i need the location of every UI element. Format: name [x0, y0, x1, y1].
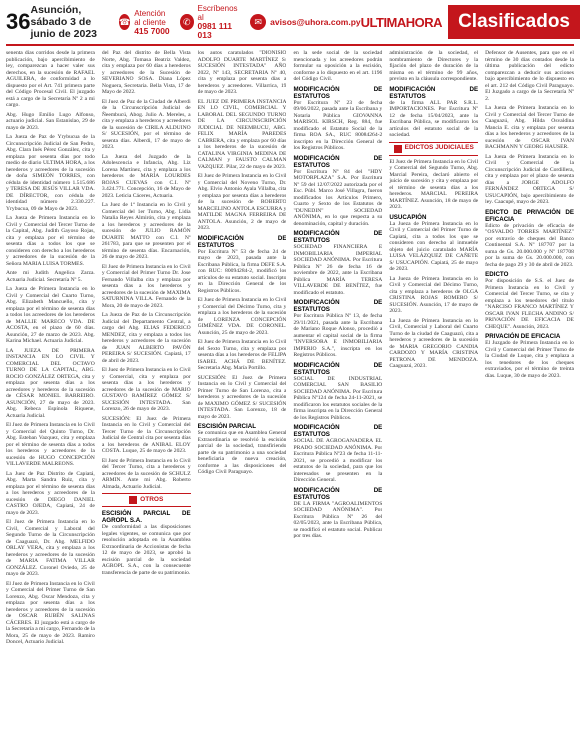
notice-body: Por Escritura Nº 84 del "HDY MOTORPLAZA" S.A. Por Escritura Nº 59 del 12/07/2022 autorizada por el Esc. Públ. Marco José Villagra, fueron modificados los Artículos Primero, Cuarto y Sexto de los Estatutos de "DUNEDIN" SOCIEDAD ANÓNIMA, en lo que respecta a su denominación, capital y duración.: [293, 168, 383, 227]
notice-item: [6, 134, 95, 212]
notice-item: [6, 581, 95, 646]
notice-body: Defensor de Ausentes, para que en el término de 30 días contados desde la última publicación del edicto comparezcan a deducir sus acciones bajo apercibimiento de lo dispuesto en el art. 212 del Código Civil Paraguayo. El Juzgado a cargo de la Secretaría Nº 2.: [485, 50, 574, 102]
notice-item: [6, 215, 95, 267]
notice-item: [293, 155, 382, 228]
notice-item: [293, 362, 382, 422]
notice-title: MODIFICACIÓN DE ESTATUTOS: [293, 154, 383, 169]
notice-item: [102, 154, 191, 200]
notice-item: [293, 86, 382, 152]
notice-title: MODIFICACIÓN DE ESTATUTOS: [293, 230, 383, 244]
tag-label: EDICTOS JUDICIALES: [404, 144, 474, 152]
notice-body: senenta días corridos desde la primera publicación, bajo apercibimiento de ley, comparezcan a hacer valer sus derechos, en la sucesión de RAFAEL AGUILERA, de conformidad a lo dispuesto por el Art. 741 primera parte del Código Procesal Civil. El juzgado está a cargo de la Secretaría Nº 2 a mi cargo.: [6, 50, 95, 108]
notice-item: [293, 50, 382, 83]
notice-item: [485, 209, 574, 269]
notice-body: El Juez de Paz de la Ciudad de Alberdi de la Circunscripción Judicial de Ñeembucú, Abog. Julio A. Mereles, a cita y emplaza a herederos y acreedores de la sucesión de CIRILA ALDUINO S/ SUCESIÓN, por el término de sesenta días. Alberdi, 17 de mayo de 2023.: [101, 98, 191, 150]
notice-body: La Jueza de Primera Instancia en lo Civil y Comercial del Décimo Turno, cita y emplaza a herederos de OLGA CRISTINA ROJAS ROMERO S/ SUCESIÓN. Asunción, 17 de mayo de 2023.: [389, 275, 479, 314]
notice-item: [102, 50, 191, 96]
notice-item: [102, 367, 191, 413]
notice-title: MODIFICACIÓN DE ESTATUTOS: [293, 486, 383, 501]
notice-item: [6, 471, 95, 517]
notice-item: [485, 154, 574, 206]
section-title: Clasificados: [448, 5, 580, 39]
notice-title: MODIFICACIÓN DE ESTATUTOS: [293, 361, 383, 376]
notice-body: DE LA FIRMA "AGROALIMENTOS SOCIEDAD ANÓNIMA". Por Escritura Pública Nº 26 del 02/05/2023, ante la Escribana Pública, se modificó el estatuto social. Publicar por tres días.: [293, 500, 383, 539]
notice-title: MODIFICACIÓN DE ESTATUTOS: [293, 85, 383, 100]
notice-column: [6, 50, 95, 752]
notice-item: [102, 416, 191, 455]
notice-body: De conformidad a las disposiciones legales vigentes, se comunica que por resolución adoptada en la Asamblea Extraordinaria de Accionistas de fecha 12 de mayo de 2023, se aprobó la escisión parcial de la sociedad AGROPL S.A., con la consecuente transferencia de parte de su patrimonio.: [101, 524, 191, 576]
notice-body: Por disposición de S.S. el Juez de Primera Instancia en lo Civil y Comercial del Tercer Turno, se cita y emplaza a los tenedores del título "NARCISO FRANCO MARTÍNEZ Y OSCAR IVAN FLECHA ANDINO S/ PRIVACIÓN DE EFICACIA DE CHEQUE". Asunción, 2023.: [485, 278, 574, 330]
notice-item: [6, 270, 95, 283]
contact-label: Atención al cliente: [134, 8, 166, 27]
contact-mail: [250, 4, 360, 40]
notice-body: La Juez de Paz Distrito de Capiatá, Abg. Marta Sandra Ruiz, cita y emplaza por el término de sesenta días a los herederos y acreedores de la sucesión de DIEGO DANIEL CASTRO OJEDA, Capiatá, 24 de mayo de 2023.: [6, 470, 95, 516]
contact-value: 415 7000: [134, 25, 170, 36]
notice-item: [102, 99, 191, 151]
notice-title: PRIVACIÓN DE EFICACIA: [485, 333, 561, 340]
notice-item: [293, 299, 382, 359]
newspaper-logo: ULTIMAHORA: [360, 14, 443, 30]
notice-item: [102, 202, 191, 261]
notice-body: SOCIAL DE INDUSTRIAL COMERCIAL SAN BASILIO SOCIEDAD ANÓNIMA. Por Escritura Pública Nº124 de fecha 24-11-2021, se modificaron los estatutos sociales de la firma inscripta en la Dirección General de los Registros Públicos.: [293, 375, 383, 421]
notice-body: La Jueza de Primera Instancia en lo Civil y Comercial del Tercer Turno de la Capital, Abg. Judith Gayoso Rojas, cita y emplaza por el término de sesenta días a todos los que se consideren con derecho a los herederos y acreedores de la sucesión de la Señora MARIA LUISA TORMES.: [6, 215, 95, 267]
notice-item: [198, 235, 287, 295]
contact-value: 0981 111 013: [197, 21, 233, 40]
contact-phone: [119, 4, 170, 40]
notice-column: [293, 50, 382, 752]
notice-item: [6, 50, 95, 109]
notice-body: El Juez de Primera Instancia en lo Civil y Comercial del Primer Turno de San Lorenzo, Abg. Oscar Mendoza, cita y emplaza por sesenta días a los herederos y acreedores de la sucesión de OSCAR RUBÉN SALINAS CÁCERES. El juzgado está a cargo de la Secretaría a mi cargo, Fernando de la Mora, 25 de mayo de 2023. Ramiro Doncel, Actuario Judicial.: [6, 580, 95, 645]
notice-body: El Juez de Primera Instancia en lo Civil y Comercial, cita y emplaza por sesenta días a los herederos y acreedores de la sucesión de MARIO GUSTAVO RAMÍREZ GÓMEZ S/ SUCESIÓN INTESTADA. San Lorenzo, 26 de mayo de 2023.: [101, 367, 191, 412]
contact-label: Escríbenos al: [197, 4, 238, 22]
notice-item: [198, 339, 287, 372]
notice-body: El Juez de Primera Instancia en lo Civil del Sexto Turno, cita y emplaza por sesenta días a los herederos de FELIPA ISABEL ACHÁ DE BENÍTEZ. Secretaria Abg. María Portillo.: [197, 339, 287, 371]
notice-item: [102, 510, 191, 576]
notice-body: en la sede social de la sociedad mencionada y los acreedores podrán formular su oposición a la escisión, conforme a lo dispuesto en el art. 1196 del Código Civil.: [293, 50, 383, 82]
notice-title: EDICTO DE PRIVACIÓN DE EFICACIA: [485, 208, 574, 223]
notice-item: [485, 333, 574, 379]
notice-title: MODIFICACIÓN DE ESTATUTOS: [389, 85, 479, 100]
notice-title: MODIFICACIÓN DE ESTATUTOS: [293, 424, 383, 438]
notice-body: La Jueza de Primera Instancia en lo Civil, Comercial y Laboral del Cuarto Turno de la ciudad de Caaguazú, cita a herederos y acreedores de la sucesión de MARIA GREGORIO CANDIA CARDOZO Y MARÍA CRISTINA PETRONA DE MENDOZA. Caaguazú, 2023.: [389, 317, 479, 369]
notice-item: [198, 173, 287, 232]
tag-square-icon: [129, 496, 137, 504]
notice-body: El Juez de Primera Instancia en lo Civil y Comercial del Quinto Turno, Dr. Abg. Esteban Vazquez, cita y emplaza por el término de sesenta días a todos los herederos y acreedores de la sucesión de HUGO CONCEPCIÓN VILLAVERDE MALREONS.: [6, 422, 95, 467]
notice-body: Por Escritura Nº 53 de fecha 24 de mayo de 2023, pasada ante la Escribana Pública, la firma DEFE S.A. con RUC: 80094284-2, modificó los artículos de su estatuto social. Inscripto en la Dirección General de los Registros Públicos.: [197, 248, 287, 294]
notice-item: [6, 112, 95, 132]
notice-item: [293, 487, 382, 540]
notice-body: LA JUEZA DE PRIMERA INSTANCIA EN LO CIVIL Y COMERCIAL DEL OCTAVO TURNO DE LA CAPITAL, ABG. ROCIO GONZÁLEZ ORTEGA, cita y emplaza por sesenta días a los acreedores y herederos de la sucesión de CÉSAR MONIEL BARREIRO. ASUNCIÓN, 27 de mayo de 2023. Abg. Rebeca Espínola Riquene, Actuaria Judicial.: [6, 347, 95, 419]
notice-column: [485, 50, 574, 752]
header-rule: [6, 44, 574, 46]
section-tag: [389, 142, 478, 156]
notice-item: [6, 422, 95, 468]
notice-body: SOCIAL DE AGROGANADERA EL PRADO SOCIEDAD ANÓNIMA. Por Escritura Pública Nº23 de fecha 11-11-2021, se procedió a modificar los estatutos de la sociedad, para que los interesados se presenten en la Dirección General.: [293, 438, 383, 483]
notice-body: administración de la sociedad, el nombramiento de Directores y la fijación del plazo de duración de la misma en el término de 99 años, previsto en la cláusula correspondiente.: [389, 50, 479, 82]
notice-item: [389, 276, 478, 315]
notice-body: El Juez de Primera Instancia en lo Civil y Comercial del Segundo Turno, Abg. Marcial Pereira, declaró abierto el juicio de sucesión y cita y emplaza por el término de sesenta días a los herederos. MARCIAL PEREIRA MARTÍNEZ. Asunción, 18 de mayo de 2023.: [389, 158, 479, 210]
notice-item: [198, 297, 287, 336]
notice-body: El Juez de Primera Instancia en lo Civil del Tercer Turno, cita a herederos y acreedores de la sucesión de SCHULZ ARMIN. Ante mi Abg. Roberto Almada, Actuario Judicial.: [101, 457, 191, 490]
notice-item: [485, 105, 574, 151]
notice-body: El Juez de Primera Instancia en lo Civil y Comercial del Noveno Turno, Dr. Abg. Elvio Antonio Ayala Villalba, cita y emplaza por sesenta días a herederos de la sucesión de ROBERTO MARCELINO ANTOLA ESCURRA y MATILDE MAGNA FERREIRA DE ANTOLA. Asunción, 2 de mayo de 2023.: [197, 173, 287, 231]
notice-body: La Juez de 1ª Instancia en lo Civil y Comercial del 1er Turno, Abg. Lidia Natalia Reyes Almirón, cita y emplaza a los herederos y acreedores de la sucesión de JULIO RAMÓN DUARTE MATTO con C.I. Nº 261783, para que se presenten por el término de sesenta días. Encarnación, 26 de mayo de 2023.: [101, 202, 191, 260]
notice-title: EDICTO: [485, 271, 509, 278]
notice-body: El Juez de Primera Instancia en lo Civil y Comercial del Décimo Turno, cita y emplaza a los herederos de la sucesión de LORENZA CONCEPCIÓN GIMÉNEZ VDA. DE CORONEL. Asunción, 25 de mayo de 2023.: [197, 297, 287, 336]
notice-title: ESCISIÓN PARCIAL: [197, 423, 256, 430]
notice-column: [102, 50, 191, 752]
notice-column: [389, 50, 478, 752]
notice-item: [6, 286, 95, 345]
notice-item: [293, 424, 382, 484]
notice-item: [102, 312, 191, 364]
notice-title: USUCAPIÓN: [389, 213, 427, 221]
notice-body: Abg. Hugo Emilio Lugo Alfonso, actuario judicial. San Estanislao, 29 de mayo de 2023.: [6, 111, 95, 131]
notice-body: Se comunica que en Asamblea General Extraordinaria se resolvió la escisión parcial de la sociedad, transfiriendo parte de su patrimonio a una sociedad beneficiaria de nueva creación, conforme a las disposiciones del Código Civil Paraguayo.: [197, 430, 287, 475]
notice-item: [6, 348, 95, 420]
notice-item: [102, 458, 191, 491]
notice-body: La Jueza de Paz de la Circunscripción Judicial del Departamento Central, a cargo del Abg. ELIAS FEDERICO MENDEZ, cita y emplaza a todos los herederos y acreedores de la sucesión de JUAN ALBERTO PAVÓN PEREIRA S/ SUCESIÓN. Capiatá, 17 de abril de 2023.: [101, 312, 191, 364]
notice-item: [389, 159, 478, 211]
page-number: 36: [6, 9, 31, 34]
notice-body: SUCESIÓN: El Juez de Primera Instancia en lo Civil y Comercial del Tercer Turno de la Circunscripción Judicial de Central cita por sesenta días a los herederos de ANIBAL ELOY COSTA. Luque, 25 de mayo de 2023.: [101, 415, 191, 454]
notice-item: [485, 50, 574, 102]
mail-icon: ✉: [250, 14, 266, 30]
notice-item: [198, 375, 287, 421]
whatsapp-icon: ✆: [180, 14, 193, 30]
notice-title: MODIFICACIÓN DE ESTATUTOS: [293, 299, 383, 313]
notice-item: [198, 50, 287, 96]
notice-body: Edicto de privación de eficacia de "OSVALDO TORRES MARTÍNEZ" por extravío de cheques del Banco Continental S.A. Nº 187707 por la suma de Gs. 20.000.000 y Nº 187708 por la suma de Gs. 20.000.000, con fecha de pago 29 y 30 de abril de 2023.: [485, 222, 574, 268]
notice-title: MODIFICACIÓN DE ESTATUTOS: [197, 234, 287, 249]
notice-body: El Juzgado de Primera Instancia en lo Civil y Comercial del Primer Turno de la Ciudad de Luque, cita y emplaza a los tenedores de los cheques extraviados, por el término de treinta días. Luque, 30 de mayo de 2023.: [485, 340, 574, 379]
notice-body: La Jueza del Juzgado de la Adolescencia e Infancia, Abg. Liz Lorena Martínez, cita y emplaza a los herederos de MARÍA LOURDES ROJAS CUEVAS con C.I. Nº 3.424.771. Concepción, 16 de Mayo de 2023. Leticia Cáceres, Actuaria.: [101, 153, 191, 199]
notice-body: SUCESIÓN: El Juez de Primera Instancia en lo Civil y Comercial del Primer Turno de San Lorenzo, cita a herederos y acreedores de la sucesión de MAXIMO GÓMEZ S/ SUCESIÓN INTESTADA. San Lorenzo, 18 de mayo de 2023.: [197, 374, 287, 420]
notice-body: EL JUEZ DE PRIMERA INSTANCIA EN LO CIVIL, COMERCIAL Y LABORAL DEL SEGUNDO TURNO DE LA CIRCUNSCRIPCIÓN JUDICIAL DE NEEMBUCU, ABG. FELIX MARÍA PAREDES CABRERA, cita y emplaza por 60 días a los herederos de la sucesión de CATALINA VIRGINIA MEDINA DE CALMAN y FAUSTO CALMAN VAZQUEZ. Pilar, 22 de mayo de 2023.: [197, 98, 287, 170]
notice-body: Por Escritura Pública Nº 13, de fecha 29/11/2021, pasada ante la Escribana de Mariano Roque Alonso, procedió a aumentar el capital social de la firma "INVERSORA E INMOBILIARIA IMPERIO S.A.", inscripta en los Registros Públicos.: [293, 313, 383, 358]
notice-item: [389, 318, 478, 370]
notice-body: de la firma ALL PAR S.R.L. IMPORTACIONES. Por Escritura Nº 12 de fecha 15/04/2023, ante la Escribana Pública, se modificaron los artículos del estatuto social de la sociedad.: [389, 99, 479, 138]
notice-body: SOCIEDAD FINANCIERA E INMOBILIARIA IMPERIAL SOCIEDAD ANÓNIMA. Por Escritura Pública Nº 26 de fecha 16 de noviembre de 2022, ante la Escribana Pública MARÍA TERESA VILLAVERDE DE BENÍTEZ, fue modificado el estatuto.: [293, 244, 383, 296]
notice-body: El Juez de Primera Instancia en lo Civil, Comercial y Laboral del Segundo Turno de la Circunscripción de Caaguazú, Dr. Abg. MELFIDO ORLAY VERA, cita y emplaza a los herederos y acreedores de la sucesión de MARIA FATIMA VILLAR GONZÁLEZ. Coronel Oviedo, 25 de mayo de 2023.: [6, 519, 95, 577]
notice-body: La Jueza de Paz de Yrybucua de la Circunscripción Judicial de San Pedro, Abg. Clara Inés Pérez González, cita y emplaza por sesenta días por todo medio de diario ULTIMA HORA, a los herederos y acreedores de la sucesión de doña SIMEÓN TORRES, con cédula de identidad número 1.515.686 y TERESA DE JESÚS VILLAR VDA. DE DÍRECTOR, con cédula de identidad número 2.330.227. Yrybucua, 09 de Mayo de 2023.: [6, 134, 95, 212]
section-tag: [102, 493, 191, 507]
phone-icon: ☎: [119, 14, 130, 30]
contact-strip: [119, 4, 361, 40]
contact-whatsapp: [180, 4, 240, 40]
notice-item: [198, 423, 287, 476]
notice-body: La Jueza de Primera Instancia en lo Civil y Comercial de la Circunscripción Judicial de Cordillera, cita y emplaza por el plazo de sesenta días a JORGE ADOLFO FERNÁNDEZ ORTEGA S/ USUCAPIÓN, bajo apercibimiento de ley. Caacupé, mayo de 2023.: [485, 153, 574, 205]
notice-body: La Jueza de Primera Instancia en lo Civil y Comercial del Cuarto Turno, Abg. Elizabeth Mancuello, cita y emplaza por el término de sesenta días a todos los acreedores de los herederos de MALLIE MARECO VDA. DE ACOSTA, en el plazo de 60 días. Asunción, 27 de marzo de 2023. Abg. Karina Michael. Actuaria Judicial.: [6, 286, 95, 344]
edition-date: Asunción, sábado 3 de junio de 2023: [30, 4, 98, 40]
notice-item: [389, 50, 478, 83]
notice-item: [485, 271, 574, 330]
notice-title: ESCISIÓN PARCIAL DE AGROPL S.A.: [101, 510, 191, 524]
notice-body: La Jueza de Primera Instancia en lo Civil y Comercial del Primer Turno de Capiatá, cita a todos los que se consideren con derecho al inmueble objeto del juicio caratulado MARÍA LUISA VELÁZQUEZ DE CAÑETE S/ USUCAPIÓN. Capiatá, 25 de mayo de 2023.: [389, 220, 479, 272]
tag-label: OTROS: [140, 495, 164, 503]
tag-square-icon: [394, 145, 402, 153]
notice-item: [389, 214, 478, 273]
notice-body: Ante mi Judith Angelica Zarza. Actuaria Judicial. Secretaría Nº 5.: [6, 270, 95, 283]
notice-body: Por Escritura Nº 23 de fecha 09/06/2022, pasada ante la Escribana y Notaria Pública GIOVANNA MARISOL KIRSCH, Reg. 884, fue modificado el Estatuto Social de la firma ROA SA., RUC 80084264-2 inscripto en la Dirección General de los Registros Públicos.: [293, 99, 383, 151]
notice-body: los autos caratulados "DIONISIO ADOLFO DUARTE MARTÍNEZ S/ SUCESIÓN INTESTADA" AÑO 2022, Nº 143, SECRETARIA Nº 40, cita y emplaza por sesenta días a herederos y acreedores. Villarrica, 19 de mayo de 2023.: [197, 50, 287, 95]
notice-item: [102, 264, 191, 310]
notice-item: [6, 519, 95, 578]
contact-value: avisos@uhora.com.py: [270, 16, 361, 27]
notice-columns: [6, 50, 574, 752]
notice-item: [293, 230, 382, 296]
notice-body: del Paz del distrito de Bella Vista Norte, Abg. Tomasa Beatriz Valdez, cita y emplaza por 60 días a herederos y acreedores de la Sucesión de SEVERIANO SOSA. Diana López Noguera, Secretaria. Bella Vista, 17 de Mayo de 2022.: [101, 50, 191, 95]
page-header: [0, 0, 580, 44]
notice-body: El Juez de Primera Instancia en lo Civil y Comercial del Primer Turno Dr. Jose Fernando Villalba cita y emplaza por sesenta días a los herederos y acreedores de la sucesión de MAXIMA SATURNINA VILLA. Fernando de la Mora, 20 de mayo de 2023.: [101, 263, 191, 309]
notice-body: La Jueza de Primera Instancia en lo Civil y Comercial del Tercer Turno de Caaguazú, Abg. Hilda Osvaldina Mancia E. cita y emplaza por sesenta días a los herederos y acreedores de la sucesión de OSCAR IVAN BACHMANN Y GEORG HAUSER.: [485, 105, 574, 150]
notice-item: [389, 86, 478, 139]
notice-column: [198, 50, 287, 752]
notice-item: [198, 99, 287, 171]
